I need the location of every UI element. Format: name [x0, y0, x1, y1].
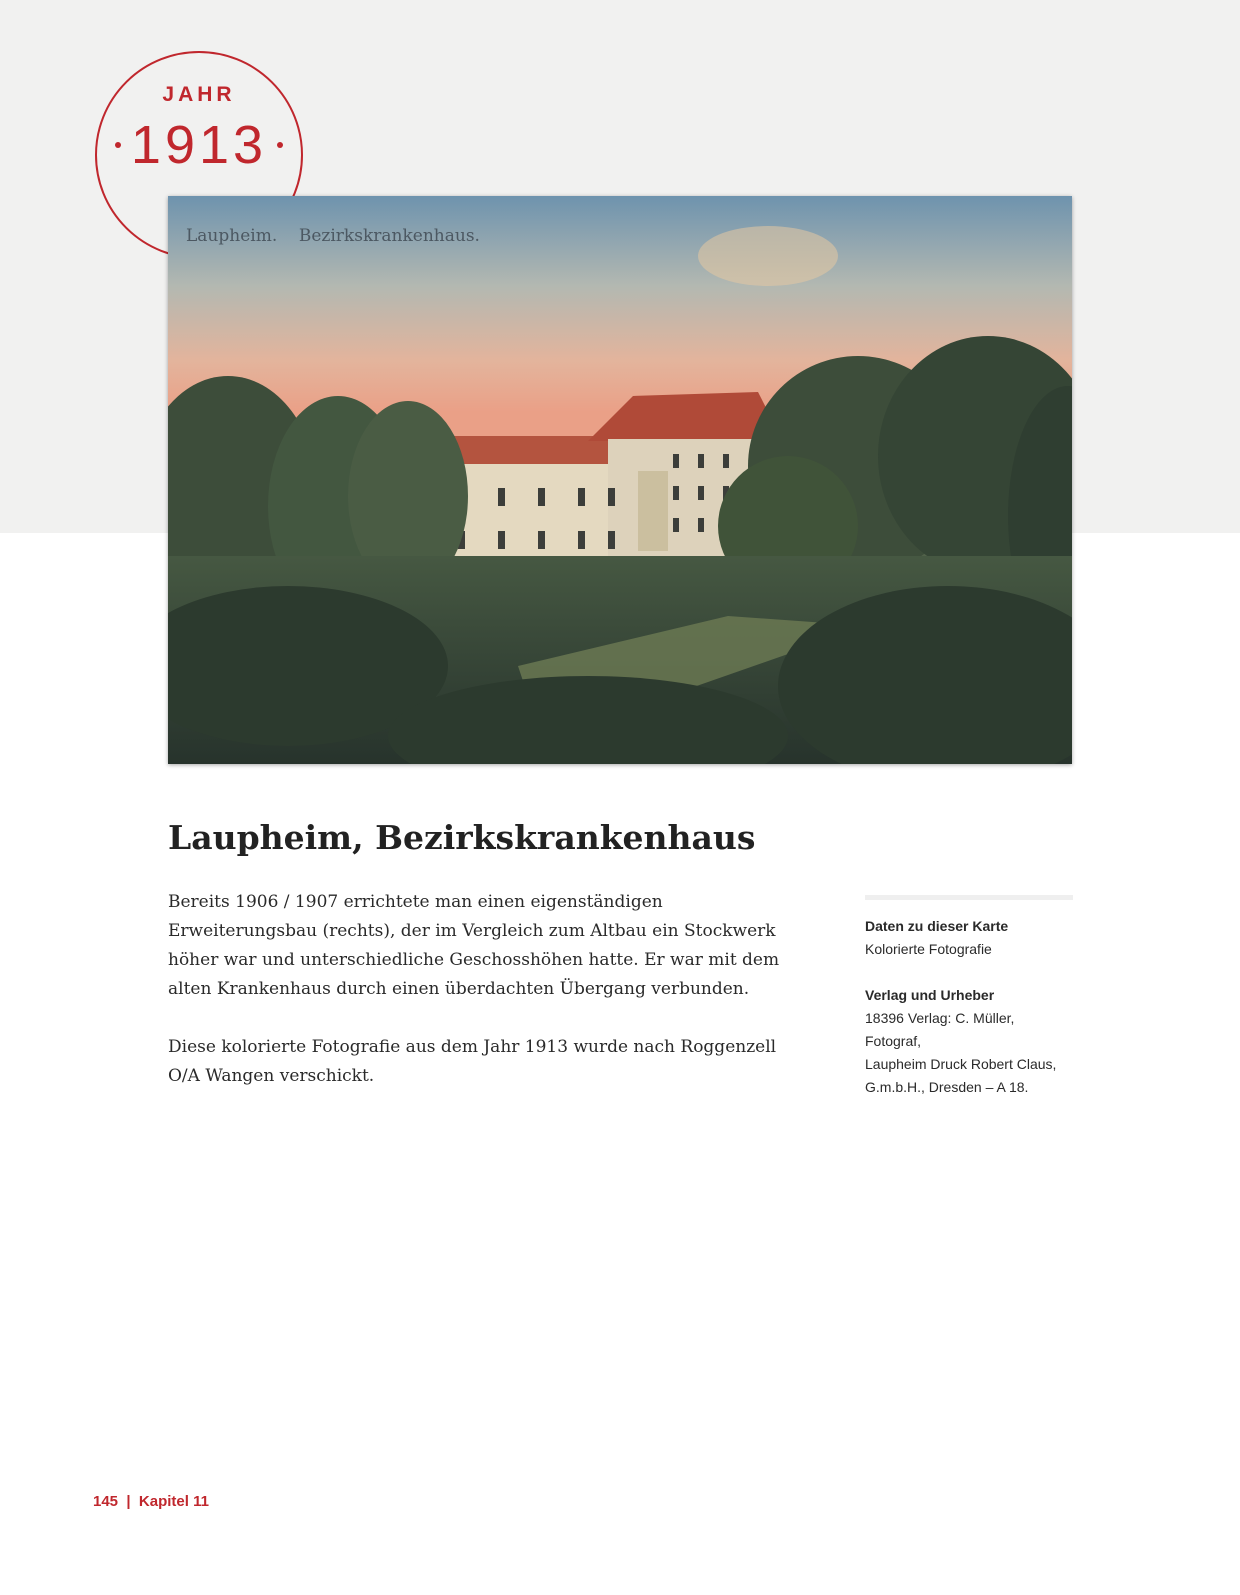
chapter-label: Kapitel 11 [138, 1493, 209, 1510]
publisher-line-3: G.m.b.H., Dresden – A 18. [865, 1079, 1029, 1095]
stamp-dot-right [277, 142, 283, 148]
article-body [168, 888, 798, 1120]
publisher-label: Verlag und Urheber [865, 987, 995, 1003]
postcard-illustration [168, 196, 1072, 764]
postcard-caption-building: Bezirkskrankenhaus. [298, 226, 480, 246]
card-info-sidebar [865, 895, 1073, 1099]
cloud [698, 226, 838, 286]
article-title: Laupheim, Bezirkskrankenhaus [168, 818, 756, 857]
stamp-label: JAHR [162, 83, 236, 106]
postcard-image [168, 196, 1072, 764]
postcard-caption [186, 226, 480, 246]
page-footer [93, 1493, 209, 1510]
postcard-caption-place: Laupheim. [186, 226, 278, 246]
footer-separator: | [126, 1493, 131, 1510]
publisher-line-1: 18396 Verlag: C. Müller, Fotograf, [865, 1010, 1015, 1049]
article-paragraph-1: Bereits 1906 / 1907 errichtete man einen eigenständigen Erweiterungsbau (rechts), der im Vergleich zum Altbau ein Stockwerk höher war und unterschiedliche Geschosshöhen hatte. Er war mit dem alten Krankenhaus durch einen überdachten Übergang verbunden. [168, 892, 780, 999]
card-data-label: Daten zu dieser Karte [865, 918, 1009, 934]
article-paragraph-2: Diese kolorierte Fotografie aus dem Jahr 1913 wurde nach Roggenzell O/A Wangen verschickt. [168, 1037, 777, 1086]
page-number: 145 [93, 1493, 119, 1510]
stamp-year: 1913 [130, 115, 268, 175]
publisher-line-2: Laupheim Druck Robert Claus, [865, 1056, 1057, 1072]
sidebar-spacer [865, 961, 1073, 984]
stamp-dot-left [115, 142, 121, 148]
card-data-value: Kolorierte Fotografie [865, 941, 992, 957]
